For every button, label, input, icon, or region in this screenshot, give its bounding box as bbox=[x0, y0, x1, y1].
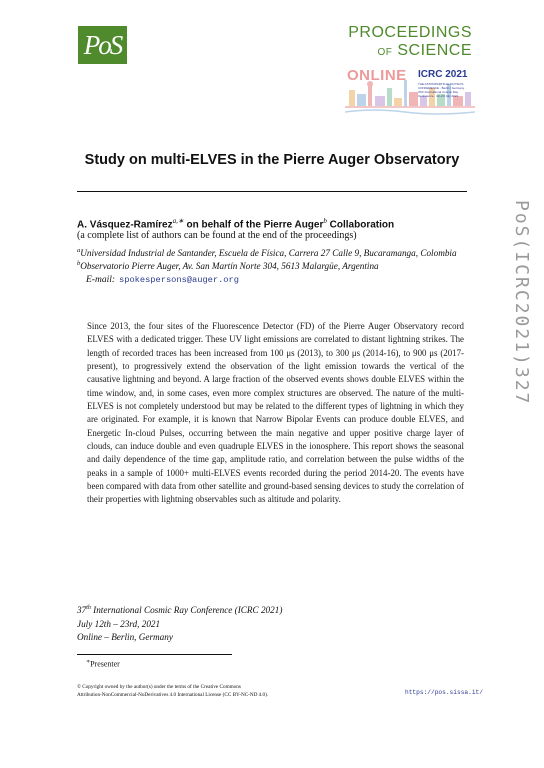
conference-number: 37 bbox=[77, 605, 87, 616]
conference-dates: July 12th – 23rd, 2021 bbox=[77, 619, 161, 629]
email-line bbox=[86, 275, 239, 285]
copyright-line-1: © Copyright owned by the author(s) under the terms of the Creative Commons bbox=[77, 684, 241, 690]
paper-title: Study on multi-ELVES in the Pierre Auger Observatory bbox=[84, 152, 460, 168]
affiliation-text: Universidad Industrial de Santander, Escuela de Física, Carrera 27 Calle 9, Bucaramanga, Colombia bbox=[80, 248, 457, 259]
collaboration-post: Collaboration bbox=[326, 219, 395, 231]
online-label: ONLINE bbox=[347, 67, 407, 84]
affiliation-b bbox=[77, 260, 379, 271]
proceedings-of-science-title bbox=[332, 24, 472, 62]
author-affil-mark: a,∗ bbox=[172, 217, 184, 225]
conference-name bbox=[77, 605, 282, 615]
conference-title: International Cosmic Ray Conference (ICRC 2021) bbox=[90, 605, 283, 616]
pos-logo bbox=[78, 26, 127, 64]
pos-logo-text: PoS bbox=[83, 29, 122, 60]
icrc-event-label: ICRC 2021 bbox=[418, 69, 468, 80]
side-paper-id-text: PoS(ICRC2021)327 bbox=[511, 200, 532, 406]
side-paper-id bbox=[508, 200, 532, 480]
authors-note: (a complete list of authors can be found at the end of the proceedings) bbox=[77, 230, 357, 241]
conference-ordinal: th bbox=[86, 605, 91, 611]
affiliation-mark: a bbox=[77, 247, 81, 254]
copyright-line-2: Attribution-NonCommercial-NoDerivatives 4.0 International License (CC BY-NC-ND 4.0). bbox=[77, 691, 269, 698]
abstract: Since 2013, the four sites of the Fluorescence Detector (FD) of the Pierre Auger Observatory record ELVES with a dedicated trigger. These UV light emissions are correlated to distant lightning strikes. The length of recorded traces has been increased from 100 μs (2013), to 300 μs (2014-16), to 900 μs (2017-present), to progressively extend the observation of the light emission towards the vertical of the causative lightning and beyond. A large fraction of the observed events shows double ELVES within the time window, and, in some cases, even more complex structures are observed. The nature of the multi-ELVES is not completely understood but may be related to the different types of lightning in which they are originated. For example, it is known that Narrow Bipolar Events can produce double ELVES, and Energetic In-cloud Pulses, occurring between the main negative and upper positive charge layer of clouds, can induce double and even quadruple ELVES in the ionosphere. This report shows the seasonal and daily dependence of the time gap, amplitude ratio, and correlation between the pulse widths of the peaks in a sample of 1000+ multi-ELVES events recorded during the period 2014-20. The events have been compared with data from other satellite and ground-based sensing devices to study the correlation of their properties with lightning observables such as altitude and polarity. bbox=[87, 321, 464, 505]
footnote bbox=[86, 658, 120, 669]
author-name: A. Vásquez-Ramírez bbox=[77, 219, 173, 231]
conference-location: Online – Berlin, Germany bbox=[77, 632, 173, 642]
affiliation-text: Observatorio Pierre Auger, Av. San Martín Norte 304, 5613 Malargüe, Argentina bbox=[80, 261, 379, 272]
collaboration-affil-mark: b bbox=[323, 217, 327, 225]
footnote-text: Presenter bbox=[90, 659, 120, 669]
footnote-mark: ∗ bbox=[86, 659, 91, 665]
series-line-1: PROCEEDINGS bbox=[348, 24, 472, 41]
collaboration-pre: on behalf of the Pierre Auger bbox=[183, 219, 324, 231]
email-link[interactable]: spokespersons@auger.org bbox=[119, 275, 239, 285]
series-line-2: SCIENCE bbox=[397, 42, 472, 59]
pos-url-link[interactable]: https://pos.sissa.it/ bbox=[405, 689, 483, 696]
author-line bbox=[77, 217, 394, 230]
affiliation-a bbox=[77, 247, 457, 258]
affiliation-mark: b bbox=[77, 260, 81, 267]
email-label: E-mail: bbox=[86, 275, 116, 285]
footnote-divider bbox=[77, 654, 232, 655]
title-divider bbox=[77, 191, 467, 192]
series-of: OF bbox=[377, 47, 393, 58]
copyright-notice bbox=[77, 684, 307, 699]
icrc-event-sub: THE ASTROPARTICLE PHYSICS CONFERENCE · Berlin | Germany · 37th International Cosmic Ray Conference · 12–23 July 2021 bbox=[418, 82, 466, 98]
